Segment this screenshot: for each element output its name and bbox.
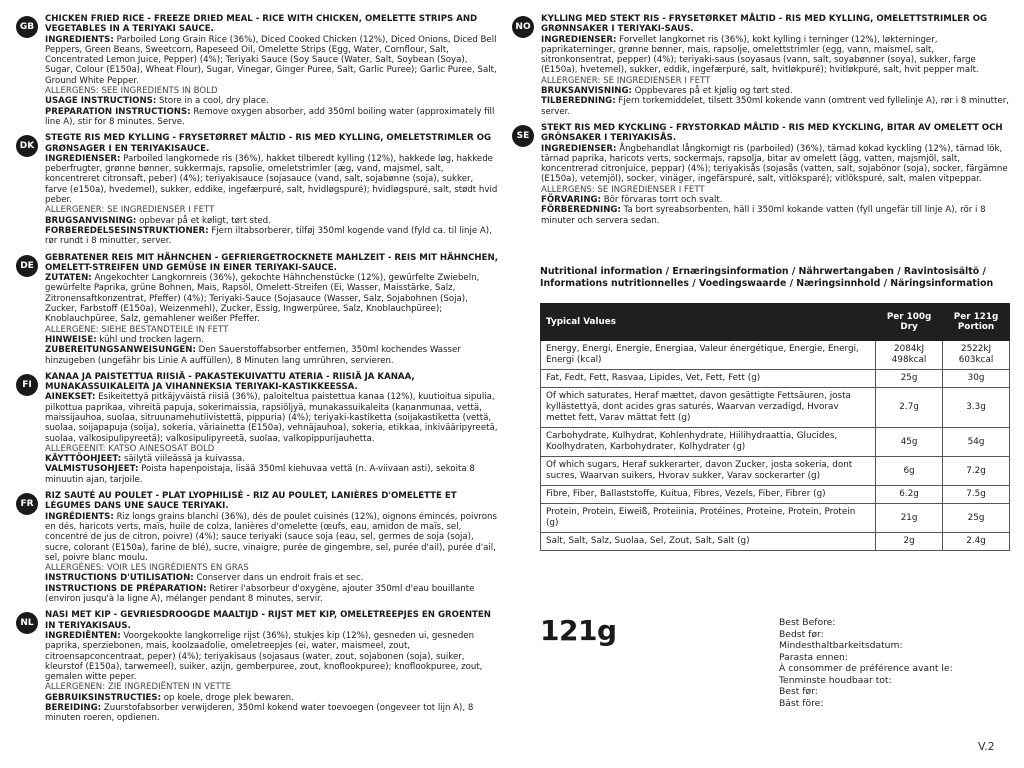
ingredients-label: INGREDIENTS: — [45, 34, 114, 45]
nutrient-label: Fibre, Fiber, Ballaststoffe, Kuitua, Fibres, Vezels, Fiber, Fibrer (g) — [541, 486, 876, 504]
ingredients — [45, 273, 498, 324]
preparation-label: VALMISTUSOHJEET: — [45, 464, 139, 475]
preparation-text: Fjern torkemiddelet, tilsett 350ml kokende vann (omtrent ved fyllelinje A), rør i 8 minutter, server. — [541, 96, 1009, 117]
per-121g-header: Per 121g Portion — [943, 304, 1010, 341]
nutrient-label: Protein, Protein, Eiweiß, Proteiinia, Protéines, Proteine, Protein, Protein (g) — [541, 504, 876, 533]
usage-instructions — [45, 454, 498, 464]
allergens-note: ALLERGENER: SE INGREDIENSER I FETT — [45, 205, 215, 216]
nutrition-row — [541, 428, 1010, 457]
usage-text: Store in a cool, dry place. — [159, 96, 269, 107]
section-title: CHICKEN FRIED RICE - FREEZE DRIED MEAL - RICE WITH CHICKEN, OMELETTE STRIPS AND VEGETABLES IN A TERIYAKI SAUCE. — [45, 14, 478, 35]
preparation-label: FÖRBEREDNING: — [541, 205, 621, 216]
nutrition-heading: Nutritional information / Ernæringsinformation / Nährwertangaben / Ravintosisältö / Informations nutritionnelles / Voedingswaarde / Næringsinnhold / Näringsinformation — [540, 266, 994, 289]
nutrition-row — [541, 388, 1010, 428]
best-before-line: Tenminste houdbaar tot: — [779, 674, 892, 686]
preparation-label: PREPARATION INSTRUCTIONS: — [45, 106, 191, 117]
value-per-121g: 54g — [943, 428, 1010, 457]
usage-label: HINWEISE: — [45, 334, 97, 345]
ingredients — [45, 35, 498, 86]
language-badge: FR — [16, 493, 38, 515]
typical-values-header: Typical Values — [541, 304, 876, 341]
value-per-121g: 3.3g — [943, 388, 1010, 428]
preparation-instructions — [45, 345, 498, 366]
preparation-label: FORBEREDELSESINSTRUKTIONER: — [45, 225, 209, 236]
value-per-121g: 30g — [943, 370, 1010, 388]
usage-instructions — [541, 86, 1010, 96]
ingredients-text: Parboiled langkornede ris (36%), hakket tilberedt kylling (12%), hakkede løg, hakkede peberfrugter, grønne bønner, sukkermajs, rapsolie, omeletstrimler (æg, vand, majsmel, salt, koncentreret citronsaft, peber) (4%); teriyakisauce (sojasauce (vand, salt, sojabønne (soja), sukker, farve (e150a), hvedemel), sukker, eddike, ingefærpuré, salt, hvidløgspuré); hvidløgspuré, salt, stødt hvid peber. — [45, 153, 498, 206]
value-per-100g: 21g — [876, 504, 943, 533]
allergens-note: ALLERGENS: SE INGREDIENSER I FETT — [541, 184, 705, 195]
nutrition-table-header — [541, 304, 1010, 341]
section-title: STEGTE RIS MED KYLLING - FRYSETØRRET MÅLTID - RIS MED KYLLING, OMELETSTRIMLER OG GRØNSAGER I EN TERIYAKISAUCE. — [45, 133, 492, 154]
usage-instructions — [45, 693, 498, 703]
value-per-121g: 7.5g — [943, 486, 1010, 504]
preparation-instructions — [45, 703, 498, 724]
nutrient-label: Salt, Salt, Salz, Suolaa, Sel, Zout, Salt, Salt (g) — [541, 533, 876, 551]
usage-text: Oppbevares på et kjølig og tørt sted. — [634, 86, 793, 97]
best-before-line: Bedst før: — [779, 628, 824, 640]
language-badge: SE — [512, 125, 534, 147]
ingredients-label: INGREDIENSER: — [45, 153, 121, 164]
usage-instructions — [45, 573, 498, 583]
usage-text: opbevar på et køligt, tørt sted. — [139, 215, 271, 226]
value-per-100g: 25g — [876, 370, 943, 388]
preparation-instructions — [45, 107, 498, 128]
allergens-note: ALLERGENER: SE INGREDIENSER I FETT — [541, 75, 711, 86]
nutrition-row — [541, 341, 1010, 370]
best-before-line: Parasta ennen: — [779, 651, 848, 663]
ingredients — [541, 144, 1010, 185]
language-section-dk — [16, 133, 498, 246]
language-badge: NL — [16, 612, 38, 634]
ingredients — [45, 631, 498, 682]
usage-label: BRUGSANVISNING: — [45, 215, 137, 226]
nutrient-label: Fat, Fedt, Fett, Rasvaa, Lipides, Vet, Fett, Fett (g) — [541, 370, 876, 388]
value-per-100g: 45g — [876, 428, 943, 457]
ingredients-label: ZUTATEN: — [45, 273, 92, 284]
allergens-note: ALLERGÈNES: VOIR LES INGRÉDIENTS EN GRAS — [45, 563, 249, 574]
ingredients-text: Forvellet langkornet ris (36%), kokt kylling i terninger (12%), løkterninger, paprikaterninger, grønne bønner, mais, rapsolje, omelettstrimler (egg, vann, maismel, salt, sitronkonsentrat, pepper) (4%); teriyaki-saus (soyasaus (vann, salt, soyabønner (soya), sukker, farge (E150a), hvetemel), sukker, eddik, ingefærpuré, salt, hvitløkpuré); hvitløkpuré, salt, hvit pepper malt. — [541, 34, 979, 76]
usage-label: USAGE INSTRUCTIONS: — [45, 96, 157, 107]
language-badge: DK — [16, 135, 38, 157]
ingredients-text: Riz longs grains blanchi (36%), dés de poulet cuisinés (12%), oignons émincés, poivrons en dés, haricots verts, maïs, huile de colza, lanières d'omelette (œufs, eau, amidon de maïs, sel, concentré de jus de citron, poivre) (4%); sauce teriyaki (sauce soja (eau, sel, germes de soja (soja), sucre, colorant (E150a), farine de blé), sucre, vinaigre, purée de gingembre, sel, purée d'ail), purée d'ail, sel, poivre blanc moulu. — [45, 511, 497, 563]
usage-label: KÄYTTÖOHJEET: — [45, 454, 122, 465]
section-title: RIZ SAUTÉ AU POULET - PLAT LYOPHILISÉ - RIZ AU POULET, LANIÈRES D'OMELETTE ET LÉGUMES DANS UNE SAUCE TERIYAKI. — [45, 491, 457, 512]
nutrient-label: Carbohydrate, Kulhydrat, Kohlenhydrate, Hiilihydraattia, Glucides, Koolhydraten, Karbohydrater, Kolhydrater (g) — [541, 428, 876, 457]
best-before-line: Best før: — [779, 686, 818, 697]
preparation-label: ZUBEREITUNGSANWEISUNGEN: — [45, 345, 196, 356]
allergens-note: ALLERGEENIT: KATSO AINESOSAT BOLD — [45, 443, 215, 454]
preparation-text: Fjern iltabsorberer, tilføj 350ml kogende vand (fyld ca. til linje A), rør rundt i 8 minutter, server. — [45, 225, 492, 247]
value-per-100g: 2084kJ 498kcal — [876, 341, 943, 370]
ingredients-text: Voorgekookte langkorrelige rijst (36%), stukjes kip (12%), gesneden ui, gesneden paprika, sperziebonen, mais, koolzaadolie, omeletreepjes (ei, water, maismeel, zout, citroensapconcentraat, peper) (4%); teriyakisaus (sojasaus (water, zout, sojabonen (soja), suiker, kleurstof (E150a), tarwemeel), suiker, azijn, gemberpuree, zout, knoflookpuree); knoflookpuree, zout, gemalen witte peper. — [45, 630, 483, 683]
nutrition-row — [541, 504, 1010, 533]
allergens-note: ALLERGENEN: ZIE INGREDIËNTEN IN VETTE — [45, 682, 232, 693]
preparation-text: Den Sauerstoffabsorber entfernen, 350ml kochendes Wasser hinzugeben (ungefähr bis Linie A auffüllen), 8 Minuten lang umrühren, servieren. — [45, 345, 461, 366]
section-title: GEBRATENER REIS MIT HÄHNCHEN - GEFRIERGETROCKNETE MAHLZEIT - REIS MIT HÄHNCHEN, OMELETT-STREIFEN UND GEMÜSE IN EINER TERIYAKI-SAUCE. — [45, 252, 498, 273]
usage-label: BRUKSANVISNING: — [541, 86, 632, 97]
ingredients-label: INGREDIËNTEN: — [45, 630, 121, 641]
ingredients — [45, 512, 498, 563]
nutrient-label: Of which sugars, Heraf sukkerarter, davon Zucker, josta sokeria, dont sucres, Waarvan suikers, Hvorav sukker, Varav sockerarter (g) — [541, 457, 876, 486]
best-before-line: Mindesthaltbarkeitsdatum: — [779, 640, 903, 651]
ingredients-label: INGREDIENSER: — [541, 34, 617, 45]
nutrition-row — [541, 457, 1010, 486]
preparation-label: TILBEREDNING: — [541, 96, 616, 107]
language-section-se — [512, 123, 1010, 226]
language-section-nl — [16, 610, 498, 723]
preparation-instructions — [45, 464, 498, 485]
ingredients-label: INGREDIENSER: — [541, 143, 617, 154]
per-100g-header: Per 100g Dry — [876, 304, 943, 341]
usage-label: GEBRUIKSINSTRUCTIES: — [45, 692, 162, 703]
preparation-instructions — [541, 205, 1010, 226]
language-section-fr — [16, 491, 498, 604]
ingredients-label: INGRÉDIENTS: — [45, 511, 114, 522]
best-before-line: À consommer de préférence avant le: — [779, 663, 953, 674]
section-title: KANAA JA PAISTETTUA RIISIÄ - PAKASTEKUIVATTU ATERIA - RIISIÄ JA KANAA, MUNAKASSUIKALEITA JA VIHANNEKSIA TERIYAKI-KASTIKKEESSA. — [45, 371, 415, 393]
language-badge: FI — [16, 374, 38, 396]
preparation-instructions — [45, 226, 498, 247]
ingredients — [45, 154, 498, 205]
section-title: KYLLING MED STEKT RIS - FRYSETØRKET MÅLTID - RIS MED KYLLING, OMELETTSTRIMLER OG GRØNNSAKER I TERIYAKI-SAUS. — [541, 14, 988, 35]
preparation-text: Ta bort syreabsorbenten, häll i 350ml kokande vatten (fyll ungefär till linje A), rör i 8 minuter och servera sedan. — [541, 205, 986, 226]
allergens-note: ALLERGENE: SIEHE BESTANDTEILE IN FETT — [45, 324, 229, 335]
usage-instructions — [45, 96, 498, 106]
language-badge: GB — [16, 16, 38, 38]
ingredients-text: Ångbehandlat långkornigt ris (parboiled) (36%), tärnad kokad kyckling (12%), tärnad lök, tärnad paprika, haricots verts, sockermajs, rapsolja, bitar av omelett (ägg, vatten, majsmjöl, salt, koncentrerad citronjuice, peppar) (4%); teriyakisås (sojasås (vatten, salt, sojabönor (soja), socker, färgämne (E150a), vetemjöl), socker, vinäger, ingefärspuré, salt, vitlöksparé); vitlökspuré, salt, malen vitpeppar. — [541, 143, 1008, 185]
preparation-text: Retirer l'absorbeur d'oxygène, ajouter 350ml d'eau bouillante (environ jusqu'à la ligne A), mélanger pendant 8 minutes, servir. — [45, 583, 475, 605]
language-badge: DE — [16, 255, 38, 277]
value-per-121g: 2522kJ 603kcal — [943, 341, 1010, 370]
preparation-instructions — [541, 96, 1010, 117]
right-column — [512, 14, 1010, 232]
ingredients — [45, 392, 498, 443]
value-per-100g: 2g — [876, 533, 943, 551]
preparation-instructions — [45, 584, 498, 605]
preparation-text: Poista hapenpoistaja, lisää 350ml kiehuvaa vettä (n. A-viivaan asti), sekoita 8 minuutin ajan, tarjoile. — [45, 464, 475, 485]
preparation-label: BEREIDING: — [45, 703, 102, 713]
nutrition-table — [540, 303, 1010, 551]
nutrition-row — [541, 533, 1010, 551]
best-before-line: Bäst före: — [779, 697, 824, 709]
usage-instructions — [45, 335, 498, 345]
preparation-text: Remove oxygen absorber, add 350ml boiling water (approximately fill line A), stir for 8 minutes. Serve. — [45, 106, 495, 127]
usage-text: Bör förvaras torrt och svalt. — [603, 195, 723, 206]
net-weight: 121g — [540, 614, 617, 647]
value-per-100g: 2.7g — [876, 388, 943, 428]
language-badge: NO — [512, 16, 534, 38]
language-section-de — [16, 253, 498, 366]
language-section-fi — [16, 372, 498, 485]
language-section-gb — [16, 14, 498, 127]
usage-text: kühl und trocken lagern. — [99, 334, 204, 345]
ingredients — [541, 35, 1010, 76]
usage-label: FÖRVARING: — [541, 195, 602, 206]
usage-instructions — [541, 195, 1010, 205]
allergens-note: ALLERGENS: SEE INGREDIENTS IN BOLD — [45, 86, 218, 97]
ingredients-text: Parboiled Long Grain Rice (36%), Diced Cooked Chicken (12%), Diced Onions, Diced Bell Peppers, Green Beans, Sweetcorn, Rapeseed Oil, Omelette Strips (Egg, Water, Cornflour, Salt, Concentrated Lemon Juice, Pepper) (4%); Teriyaki Sauce (Soy Sauce (Water, Salt, Soybean (Soya), Sugar, Colour (E150a), Wheat Flour), Sugar, Vinegar, Ginger Puree, Salt, Garlic Puree); Garlic Puree, Salt, Ground White Pepper. — [45, 34, 497, 86]
section-title: NASI MET KIP - GEVRIESDROOGDE MAALTIJD - RIJST MET KIP, OMELETREEPJES EN GROENTEN IN TERIYAKISAUS. — [45, 610, 491, 631]
nutrition-row — [541, 486, 1010, 504]
preparation-text: Zuurstofabsorber verwijderen, 350ml kokend water toevoegen (ongeveer tot lijn A), 8 minuten roeren, opdienen. — [45, 703, 474, 724]
usage-text: op koele, droge plek bewaren. — [163, 692, 294, 703]
best-before-line: Best Before: — [779, 617, 836, 628]
section-title: STEKT RIS MED KYCKLING - FRYSTORKAD MÅLTID - RIS MED KYCKLING, BITAR AV OMELETT OCH GRÖNSAKER I TERIYAKISÅS. — [541, 122, 1003, 144]
nutrition-row — [541, 370, 1010, 388]
usage-text: Conserver dans un endroit frais et sec. — [196, 573, 364, 584]
language-section-no — [512, 14, 1010, 117]
preparation-label: INSTRUCTIONS DE PRÉPARATION: — [45, 583, 207, 594]
nutrient-label: Of which saturates, Heraf mættet, davon gesättigte Fettsäuren, josta kyllästettyä, dont acides gras saturés, Waarvan verzadigd, Hvorav mettet fett, Varav mättat fett (g) — [541, 388, 876, 428]
value-per-100g: 6g — [876, 457, 943, 486]
nutrient-label: Energy, Energi, Energie, Energiaa, Valeur énergétique, Energie, Energi, Energi (kcal) — [541, 341, 876, 370]
ingredients-text: Angekochter Langkornreis (36%), gekochte Hähnchenstücke (12%), gewürfelte Zwiebeln, gewürfelte Paprika, grüne Bohnen, Mais, Rapsöl, Omelett-Streifen (Ei, Wasser, Maisstärke, Salz, Zitronensaftkonzentrat, Pfeffer) (4%); Teriyaki-Sauce (Sojasauce (Wasser, Salz, Sojabohnen (Soja), Zucker, Farbstoff (E150a), Weizenmehl), Zucker, Essig, Ingwerpüree, Salz, Knoblauchpüree); Knoblauchpüree, Salz, gemahlener weißer Pfeffer. — [45, 273, 480, 325]
ingredients-text: Esikeitettyä pitkäjyväistä riisiä (36%), paloiteltua paistettua kanaa (12%), kuutioitua sipulia, pilkottua paprikaa, vihreitä papuja, sokerimaissia, rapsiöljyä, munakassuikaleita (kananmunaa, vettä, maissijauhoa, suolaa, sitruunamehutiivistettä, pippuria) (4%); teriyaki-kastiketta (soijakastiketta (vettä, suolaa, soijapapuja (soija), sokeria, väriainetta (E150a), vehnäjauhoa), sokeria, etikkaa, inkivääripyreetä, suolaa, valkosipulipyreetä); valkosipulipyreetä, suolaa, valkopippurijauhetta. — [45, 392, 498, 444]
value-per-100g: 6.2g — [876, 486, 943, 504]
value-per-121g: 7.2g — [943, 457, 1010, 486]
usage-text: säilytä viileässä ja kuivassa. — [123, 454, 245, 465]
best-before-list — [779, 617, 953, 709]
version-label: V.2 — [978, 740, 995, 753]
left-column — [16, 14, 498, 730]
usage-label: INSTRUCTIONS D'UTILISATION: — [45, 573, 194, 584]
value-per-121g: 2.4g — [943, 533, 1010, 551]
ingredients-label: AINEKSET: — [45, 392, 96, 403]
usage-instructions — [45, 216, 498, 226]
value-per-121g: 25g — [943, 504, 1010, 533]
